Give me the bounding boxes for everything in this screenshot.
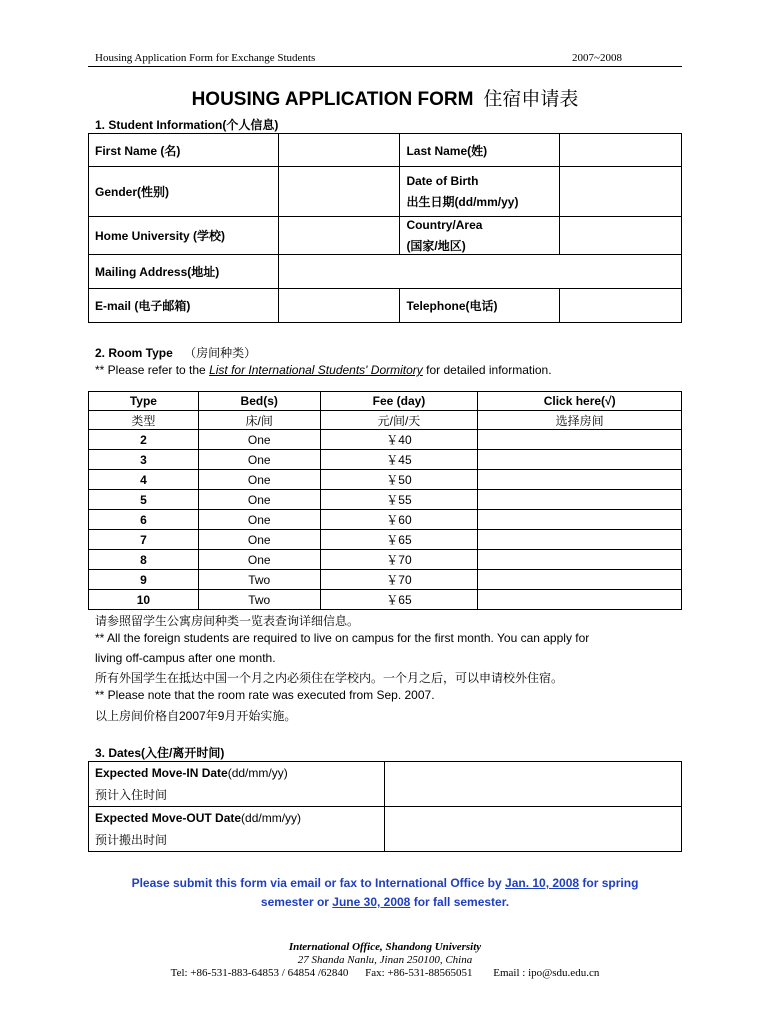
moveout-format: (dd/mm/yy) <box>241 810 302 825</box>
home-university-field[interactable] <box>278 217 400 255</box>
room-fee: ￥45 <box>320 450 478 470</box>
dormitory-list-link[interactable]: List for International Students' Dormitory <box>209 363 423 377</box>
col-fee-en: Fee (day) <box>320 392 478 411</box>
col-beds-en: Bed(s) <box>198 392 320 411</box>
table-row <box>89 510 682 530</box>
dob-label-cn: 出生日期(dd/mm/yy) <box>406 194 519 209</box>
room-beds: One <box>198 530 320 550</box>
submit-text-4: for fall semester. <box>410 895 510 909</box>
room-fee: ￥65 <box>320 590 478 610</box>
room-type: 2 <box>89 430 199 450</box>
campus-note-cn: 所有外国学生在抵达中国一个月之内必须住在学校内。一个月之后，可以申请校外住宿。 <box>95 671 564 685</box>
student-info-table <box>88 133 682 323</box>
movein-field[interactable] <box>384 762 681 807</box>
room-select-cell[interactable] <box>478 470 682 490</box>
room-type-table <box>88 391 682 610</box>
table-row <box>89 430 682 450</box>
room-type: 3 <box>89 450 199 470</box>
section2-heading-cn: （房间种类） <box>184 346 257 360</box>
campus-note-en-2: living off-campus after one month. <box>95 651 276 665</box>
col-type-en: Type <box>89 392 199 411</box>
room-fee: ￥70 <box>320 570 478 590</box>
movein-label <box>89 762 385 807</box>
room-beds: One <box>198 470 320 490</box>
room-type: 10 <box>89 590 199 610</box>
col-beds-cn: 床/间 <box>198 411 320 430</box>
room-fee: ￥40 <box>320 430 478 450</box>
room-select-cell[interactable] <box>478 430 682 450</box>
email-label: E-mail (电子邮箱) <box>89 289 279 323</box>
col-fee-cn: 元/间/天 <box>320 411 478 430</box>
moveout-label-cn: 预计搬出时间 <box>95 832 168 847</box>
room-beds: One <box>198 510 320 530</box>
title-en: HOUSING APPLICATION FORM <box>191 89 474 110</box>
rate-note-cn: 以上房间价格自2007年9月开始实施。 <box>95 709 297 723</box>
movein-label-cn: 预计入住时间 <box>95 787 168 802</box>
room-type: 4 <box>89 470 199 490</box>
room-select-cell[interactable] <box>478 490 682 510</box>
last-name-label: Last Name(姓) <box>400 134 560 167</box>
room-select-cell[interactable] <box>478 450 682 470</box>
room-note-cn: 请参照留学生公寓房间种类一览表查询详细信息。 <box>95 614 360 628</box>
footer-email: Email : ipo@sdu.edu.cn <box>493 967 600 979</box>
footer-fax: Fax: +86-531-88565051 <box>365 967 473 979</box>
moveout-label <box>89 807 385 852</box>
room-type: 9 <box>89 570 199 590</box>
room-type: 8 <box>89 550 199 570</box>
rate-note-en: ** Please note that the room rate was executed from Sep. 2007. <box>95 688 435 702</box>
header-right: 2007~2008 <box>572 52 622 64</box>
header-left: Housing Application Form for Exchange Students <box>95 52 316 64</box>
room-fee: ￥65 <box>320 530 478 550</box>
table-row <box>89 530 682 550</box>
room-type: 7 <box>89 530 199 550</box>
room-note-suffix: for detailed information. <box>422 363 552 377</box>
room-fee: ￥60 <box>320 510 478 530</box>
room-beds: Two <box>198 590 320 610</box>
footer-address: 27 Shanda Nanlu, Jinan 250100, China <box>297 954 473 966</box>
submit-line-2 <box>0 895 770 909</box>
table-row <box>89 490 682 510</box>
footer-tel: Tel: +86-531-883-64853 / 64854 /62840 <box>170 967 349 979</box>
fall-deadline: June 30, 2008 <box>332 895 411 909</box>
mailing-address-field[interactable] <box>278 255 681 289</box>
email-field[interactable] <box>278 289 400 323</box>
header-rule <box>88 66 682 67</box>
section1-heading: 1. Student Information(个人信息) <box>95 118 279 132</box>
first-name-label: First Name (名) <box>89 134 279 167</box>
col-select-cn: 选择房间 <box>478 411 682 430</box>
movein-format: (dd/mm/yy) <box>227 765 288 780</box>
submit-text-3: semester or <box>260 895 333 909</box>
submit-text-2: for spring <box>579 876 639 890</box>
room-note-prefix: ** Please refer to the <box>95 363 210 377</box>
section3-heading: 3. Dates(入住/离开时间) <box>95 746 225 760</box>
table-row <box>89 450 682 470</box>
gender-label: Gender(性别) <box>89 167 279 217</box>
moveout-label-en: Expected Move-OUT Date <box>95 810 242 825</box>
page-title <box>0 84 770 111</box>
telephone-label: Telephone(电话) <box>400 289 560 323</box>
dates-table <box>88 761 682 852</box>
spring-deadline: Jan. 10, 2008 <box>505 876 580 890</box>
home-university-label: Home University (学校) <box>89 217 279 255</box>
room-select-cell[interactable] <box>478 510 682 530</box>
country-field[interactable] <box>560 217 682 255</box>
room-select-cell[interactable] <box>478 550 682 570</box>
gender-field[interactable] <box>278 167 400 217</box>
room-note <box>95 363 552 377</box>
room-type: 5 <box>89 490 199 510</box>
country-label <box>400 217 560 255</box>
room-beds: One <box>198 550 320 570</box>
table-row <box>89 590 682 610</box>
section2-heading-en: 2. Room Type <box>95 346 173 360</box>
room-beds: One <box>198 430 320 450</box>
room-fee: ￥70 <box>320 550 478 570</box>
dob-label-en: Date of Birth <box>406 173 479 188</box>
submit-text-1: Please submit this form via email or fax to International Office by <box>131 876 506 890</box>
country-label-en: Country/Area <box>406 217 483 232</box>
submit-line-1 <box>0 876 770 890</box>
footer-contact <box>0 967 770 979</box>
table-row <box>89 570 682 590</box>
footer-office: International Office, Shandong University <box>288 941 482 953</box>
dob-field[interactable] <box>560 167 682 217</box>
room-select-cell[interactable] <box>478 590 682 610</box>
table-row <box>89 550 682 570</box>
room-select-cell[interactable] <box>478 530 682 550</box>
room-fee: ￥55 <box>320 490 478 510</box>
last-name-field[interactable] <box>560 134 682 167</box>
country-label-cn: (国家/地区) <box>406 238 466 253</box>
col-select-en: Click here(√) <box>478 392 682 411</box>
room-fee: ￥50 <box>320 470 478 490</box>
room-select-cell[interactable] <box>478 570 682 590</box>
title-cn: 住宿申请表 <box>483 89 579 110</box>
section2-heading <box>95 344 256 361</box>
moveout-field[interactable] <box>384 807 681 852</box>
first-name-field[interactable] <box>278 134 400 167</box>
room-beds: Two <box>198 570 320 590</box>
movein-label-en: Expected Move-IN Date <box>95 765 228 780</box>
table-row <box>89 470 682 490</box>
room-beds: One <box>198 490 320 510</box>
campus-note-en-1: ** All the foreign students are required to live on campus for the first month. You can apply for <box>95 631 590 645</box>
telephone-field[interactable] <box>560 289 682 323</box>
room-beds: One <box>198 450 320 470</box>
col-type-cn: 类型 <box>89 411 199 430</box>
room-type: 6 <box>89 510 199 530</box>
dob-label <box>400 167 560 217</box>
mailing-address-label: Mailing Address(地址) <box>89 255 279 289</box>
